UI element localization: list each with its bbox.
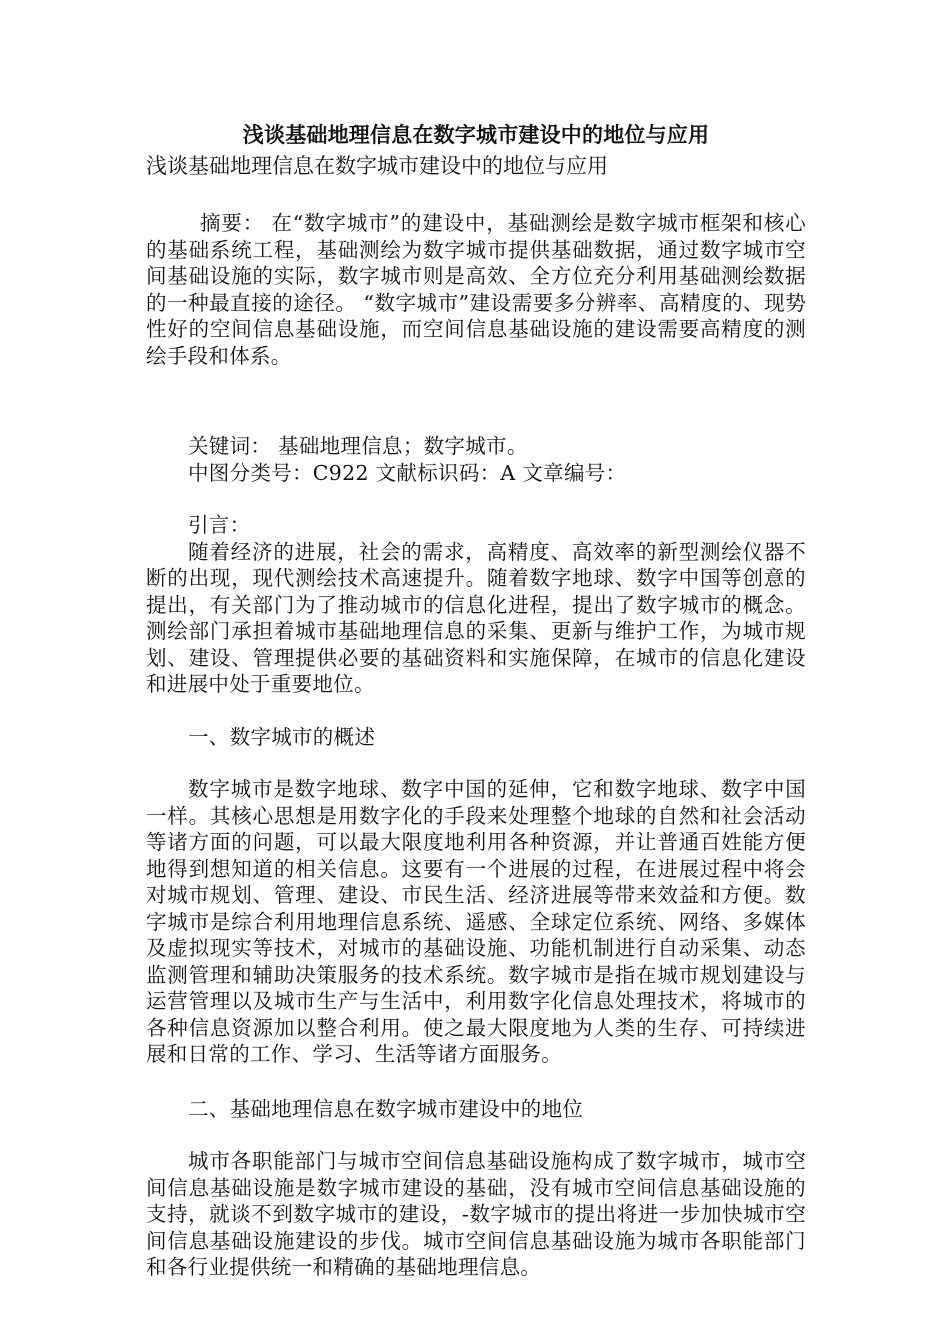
section-1-paragraph: 数字城市是数字地球、数字中国的延伸，它和数字地球、数字中国一样。其核心思想是用数字化的手段来处理整个地球的自然和社会活动等诸方面的问题，可以最大限度地利用各种资源，并让普通百姓能方便地得到想知道的相关信息。这要有一个进展的过程，在进展过程中将会对城市规划、管理、建设、市民生活、经济进展等带来效益和方便。数字城市是综合利用地理信息系统、遥感、全球定位系统、网络、多媒体及虚拟现实等技术，对城市的基础设施、功能机制进行自动采集、动态监测管理和辅助决策服务的技术系统。数字城市是指在城市规划建设与运营管理以及城市生产与生活中，利用数字化信息处理技术，将城市的各种信息资源加以整合利用。使之最大限度地为人类的生存、可持续进展和日常的工作、学习、生活等诸方面服务。 bbox=[146, 777, 806, 1066]
keywords-line: 关键词： 基础地理信息；数字城市。 bbox=[188, 434, 528, 458]
section-2-heading: 二、基础地理信息在数字城市建设中的地位 bbox=[188, 1096, 584, 1121]
document-title: 浅谈基础地理信息在数字城市建设中的地位与应用 bbox=[242, 123, 710, 147]
abstract-paragraph: 摘要： 在“数字城市”的建设中，基础测绘是数字城市框架和核心的基础系统工程，基础测绘为数字城市提供基础数据，通过数字城市空间基础设施的实际，数字城市则是高效、全方位充分利用基础测绘数据的一种最直接的途径。 “数字城市”建设需要多分辨率、高精度的、现势性好的空间信息基础设施，而空间信息基础设施的建设需要高精度的测绘手段和体系。 bbox=[146, 211, 806, 368]
classification-line: 中图分类号：C922 文献标识码：A 文章编号： bbox=[188, 460, 627, 485]
document-page bbox=[146, 118, 806, 1281]
section-2-paragraph: 城市各职能部门与城市空间信息基础设施构成了数字城市，城市空间信息基础设施是数字城市建设的基础，没有城市空间信息基础设施的支持，就谈不到数字城市的建设，-数字城市的提出将进一步加快城市空间信息基础设施建设的步伐。城市空间信息基础设施为城市各职能部门和各行业提供统一和精确的基础地理信息。 bbox=[146, 1149, 806, 1279]
intro-paragraph: 随着经济的进展，社会的需求，高精度、高效率的新型测绘仪器不断的出现，现代测绘技术高速提升。随着数字地球、数字中国等创意的提出，有关部门为了推动城市的信息化进程，提出了数字城市的概念。测绘部门承担着城市基础地理信息的采集、更新与维护工作，为城市规划、建设、管理提供必要的基础资料和实施保障，在城市的信息化建设和进展中处于重要地位。 bbox=[146, 539, 806, 696]
document-subtitle: 浅谈基础地理信息在数字城市建设中的地位与应用 bbox=[146, 154, 608, 178]
intro-label: 引言： bbox=[188, 513, 251, 537]
section-1-heading: 一、数字城市的概述 bbox=[188, 724, 376, 749]
